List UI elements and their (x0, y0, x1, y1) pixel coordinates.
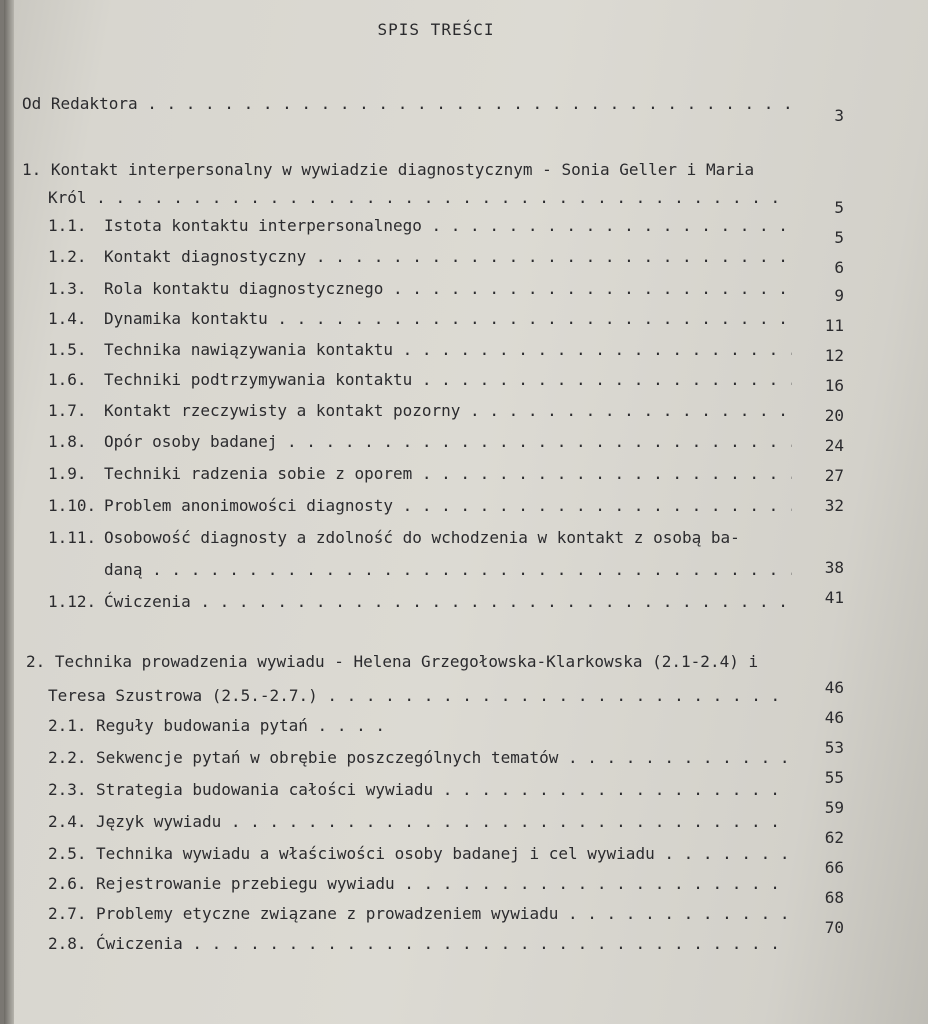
toc-entry (48, 399, 792, 423)
toc-page-number: 46 (824, 678, 844, 697)
toc-entry-label: Problem anonimowości diagnosty (104, 496, 393, 515)
toc-page-number: 68 (824, 888, 844, 907)
toc-entry-label: Język wywiadu (96, 812, 222, 831)
toc-entry-number: 1.4. (48, 309, 87, 328)
book-spine-shadow (4, 0, 14, 1024)
toc-entry-label: Techniki podtrzymywania kontaktu (104, 370, 413, 389)
toc-entry (48, 494, 792, 518)
toc-entry-label: Od Redaktora (22, 94, 138, 113)
toc-entry-label: Techniki radzenia sobie z oporem (104, 464, 413, 483)
toc-entry-number: 1.8. (48, 432, 87, 451)
toc-chapter-number: 1. (22, 160, 42, 179)
toc-entry-number: 2.6. (48, 874, 87, 893)
toc-entry-number: 2.7. (48, 904, 87, 923)
toc-entry (48, 368, 792, 392)
toc-page-number: 55 (824, 768, 844, 787)
toc-page-number: 38 (824, 558, 844, 577)
toc-entry (48, 245, 792, 269)
toc-page-number: 70 (824, 918, 844, 937)
toc-entry-label: Kontakt diagnostyczny (104, 247, 307, 266)
toc-entry-intro (22, 92, 794, 116)
toc-page-number: 24 (824, 436, 844, 455)
toc-entry (48, 338, 792, 362)
toc-entry (48, 714, 388, 738)
toc-entry-label: Ćwiczenia (104, 592, 191, 611)
toc-entry-label: Rola kontaktu diagnostycznego (104, 279, 384, 298)
toc-entry-label: Sekwencje pytań w obrębie poszczególnych tematów (96, 748, 559, 767)
page-title: SPIS TREŚCI (377, 20, 495, 39)
toc-chapter-label-cont: Król (48, 188, 87, 207)
toc-entry-number: 1.5. (48, 340, 87, 359)
toc-entry-number: 1.9. (48, 464, 87, 483)
toc-entry (48, 430, 792, 454)
toc-page-number: 5 (834, 228, 844, 247)
toc-entry-label: Problemy etyczne związane z prowadzeniem wywiadu (96, 904, 559, 923)
toc-page-number: 16 (824, 376, 844, 395)
toc-entry (48, 902, 788, 926)
toc-entry (48, 462, 792, 486)
toc-entry (48, 214, 792, 238)
toc-page-number: 5 (834, 198, 844, 217)
toc-entry (48, 746, 788, 770)
toc-entry-number: 1.12. (48, 592, 97, 611)
toc-entry-label: Opór osoby badanej (104, 432, 278, 451)
toc-entry-number: 1.10. (48, 496, 97, 515)
toc-entry-label: Technika wywiadu a właściwości osoby badanej i cel wywiadu (96, 844, 655, 863)
toc-entry-label: Reguły budowania pytań (96, 716, 308, 735)
toc-chapter-label-cont: Teresa Szustrowa (2.5.-2.7.) (48, 686, 318, 705)
toc-page-number: 11 (824, 316, 844, 335)
toc-entry-number: 1.6. (48, 370, 87, 389)
toc-entry-number: 2.8. (48, 934, 87, 953)
toc-entry-number: 1.7. (48, 401, 87, 420)
toc-entry-label-cont: daną (104, 560, 143, 579)
toc-page-number: 53 (824, 738, 844, 757)
toc-page-number: 3 (834, 106, 844, 125)
toc-entry-cont (104, 558, 792, 582)
toc-page-number: 66 (824, 858, 844, 877)
toc-entry (48, 778, 788, 802)
toc-entry (48, 872, 788, 896)
toc-page-number: 12 (824, 346, 844, 365)
toc-chapter-label: Kontakt interpersonalny w wywiadzie diagnostycznym - Sonia Geller i Maria (50, 160, 755, 179)
toc-page-number: 41 (824, 588, 844, 607)
toc-chapter-2-title (26, 650, 806, 674)
toc-entry (48, 526, 792, 550)
toc-entry (48, 810, 788, 834)
toc-entry (48, 932, 788, 956)
toc-chapter-2-title-cont (48, 684, 788, 708)
toc-page-number: 27 (824, 466, 844, 485)
toc-page-number: 59 (824, 798, 844, 817)
toc-entry-number: 1.11. (48, 528, 97, 547)
toc-page-number: 62 (824, 828, 844, 847)
toc-entry-label: Istota kontaktu interpersonalnego (104, 216, 422, 235)
toc-entry-number: 2.4. (48, 812, 87, 831)
toc-entry (48, 307, 792, 331)
toc-page-number: 20 (824, 406, 844, 425)
toc-entry (48, 277, 792, 301)
toc-chapter-1-title-cont (48, 186, 792, 210)
toc-chapter-number: 2. (26, 652, 46, 671)
book-page (4, 0, 928, 1024)
toc-entry-label: Kontakt rzeczywisty a kontakt pozorny (104, 401, 461, 420)
toc-page-number: 9 (834, 286, 844, 305)
toc-entry (48, 842, 788, 866)
toc-entry-label: Ćwiczenia (96, 934, 183, 953)
toc-entry-label: Technika nawiązywania kontaktu (104, 340, 393, 359)
toc-chapter-1-title (22, 158, 802, 182)
toc-entry (48, 590, 792, 614)
toc-entry-number: 1.2. (48, 247, 87, 266)
toc-page-number: 32 (824, 496, 844, 515)
toc-chapter-label: Technika prowadzenia wywiadu - Helena Grzegołowska-Klarkowska (2.1-2.4) i (54, 652, 759, 671)
toc-entry-number: 1.3. (48, 279, 87, 298)
toc-entry-number: 1.1. (48, 216, 87, 235)
toc-entry-label: Osobowość diagnosty a zdolność do wchodzenia w kontakt z osobą ba- (104, 528, 740, 547)
toc-entry-number: 2.5. (48, 844, 87, 863)
toc-entry-number: 2.2. (48, 748, 87, 767)
toc-entry-label: Strategia budowania całości wywiadu (96, 780, 434, 799)
toc-entry-label: Rejestrowanie przebiegu wywiadu (96, 874, 395, 893)
toc-page-number: 46 (824, 708, 844, 727)
toc-entry-number: 2.1. (48, 716, 87, 735)
toc-entry-number: 2.3. (48, 780, 87, 799)
toc-page-number: 6 (834, 258, 844, 277)
toc-entry-label: Dynamika kontaktu (104, 309, 268, 328)
